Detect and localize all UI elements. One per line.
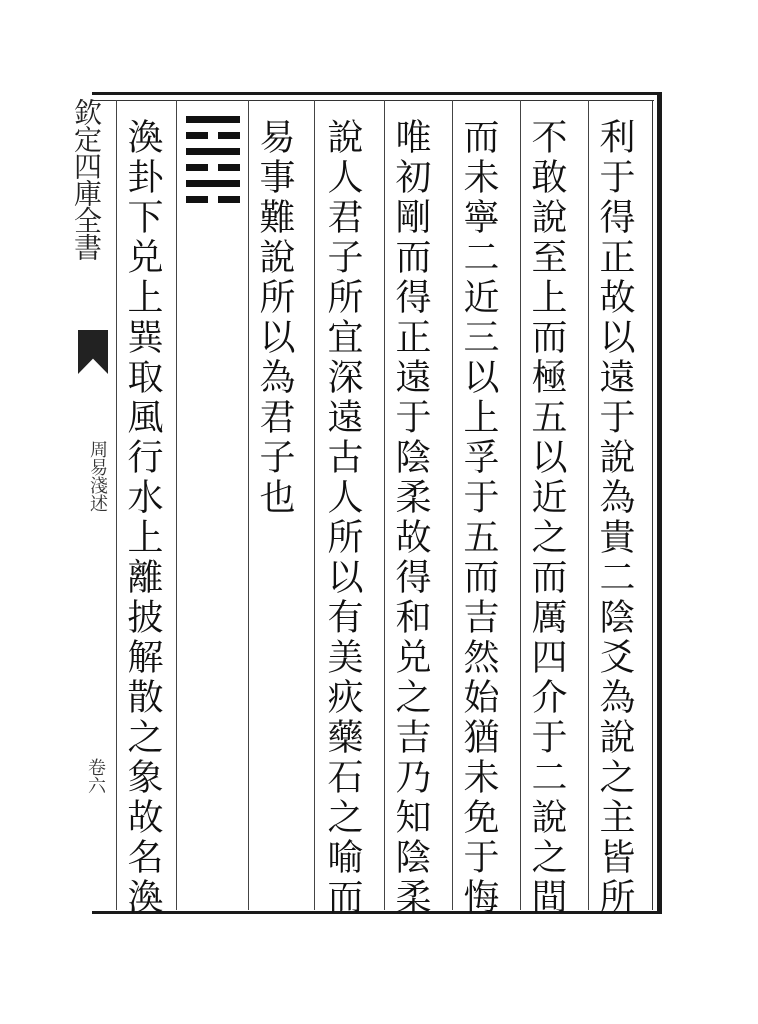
page-frame — [92, 92, 662, 914]
book-title: 周易淺述 — [87, 440, 108, 512]
text-column-4: 唯初剛而得正遠于陰柔故得和兑之吉乃知陰柔 — [390, 118, 431, 918]
hexagram-line — [186, 116, 240, 123]
huan-hexagram-icon — [186, 116, 240, 212]
column-rule — [588, 100, 589, 910]
frame-right-rule — [652, 100, 653, 910]
column-rule — [116, 100, 117, 910]
text-column-3: 而未寧二近三以上孚于五而吉然始猶未免于悔 — [458, 118, 499, 918]
collection-title: 欽定四庫全書 — [70, 98, 103, 260]
text-column-2: 不敢說至上而極五以近之而厲四介于二說之間 — [526, 118, 567, 918]
column-rule — [452, 100, 453, 910]
column-rule — [384, 100, 385, 910]
hexagram-line — [186, 132, 240, 139]
leaf-number: 卷六 — [85, 758, 106, 794]
hexagram-line — [186, 196, 240, 203]
column-rule — [248, 100, 249, 910]
text-column-5: 說人君子所宜深遠古人所以有美疢藥石之喻而 — [322, 118, 363, 918]
column-rule — [314, 100, 315, 910]
hexagram-line — [186, 148, 240, 155]
text-column-6: 易事難說所以為君子也 — [254, 118, 295, 518]
hexagram-line — [186, 180, 240, 187]
text-column-1: 利于得正故以遠于說為貴二陰爻為說之主皆所 — [594, 118, 635, 918]
column-rule — [176, 100, 177, 910]
hexagram-line — [186, 164, 240, 171]
column-rule — [520, 100, 521, 910]
text-column-8: 渙卦下兑上巽取風行水上離披解散之象故名渙 — [122, 118, 163, 918]
